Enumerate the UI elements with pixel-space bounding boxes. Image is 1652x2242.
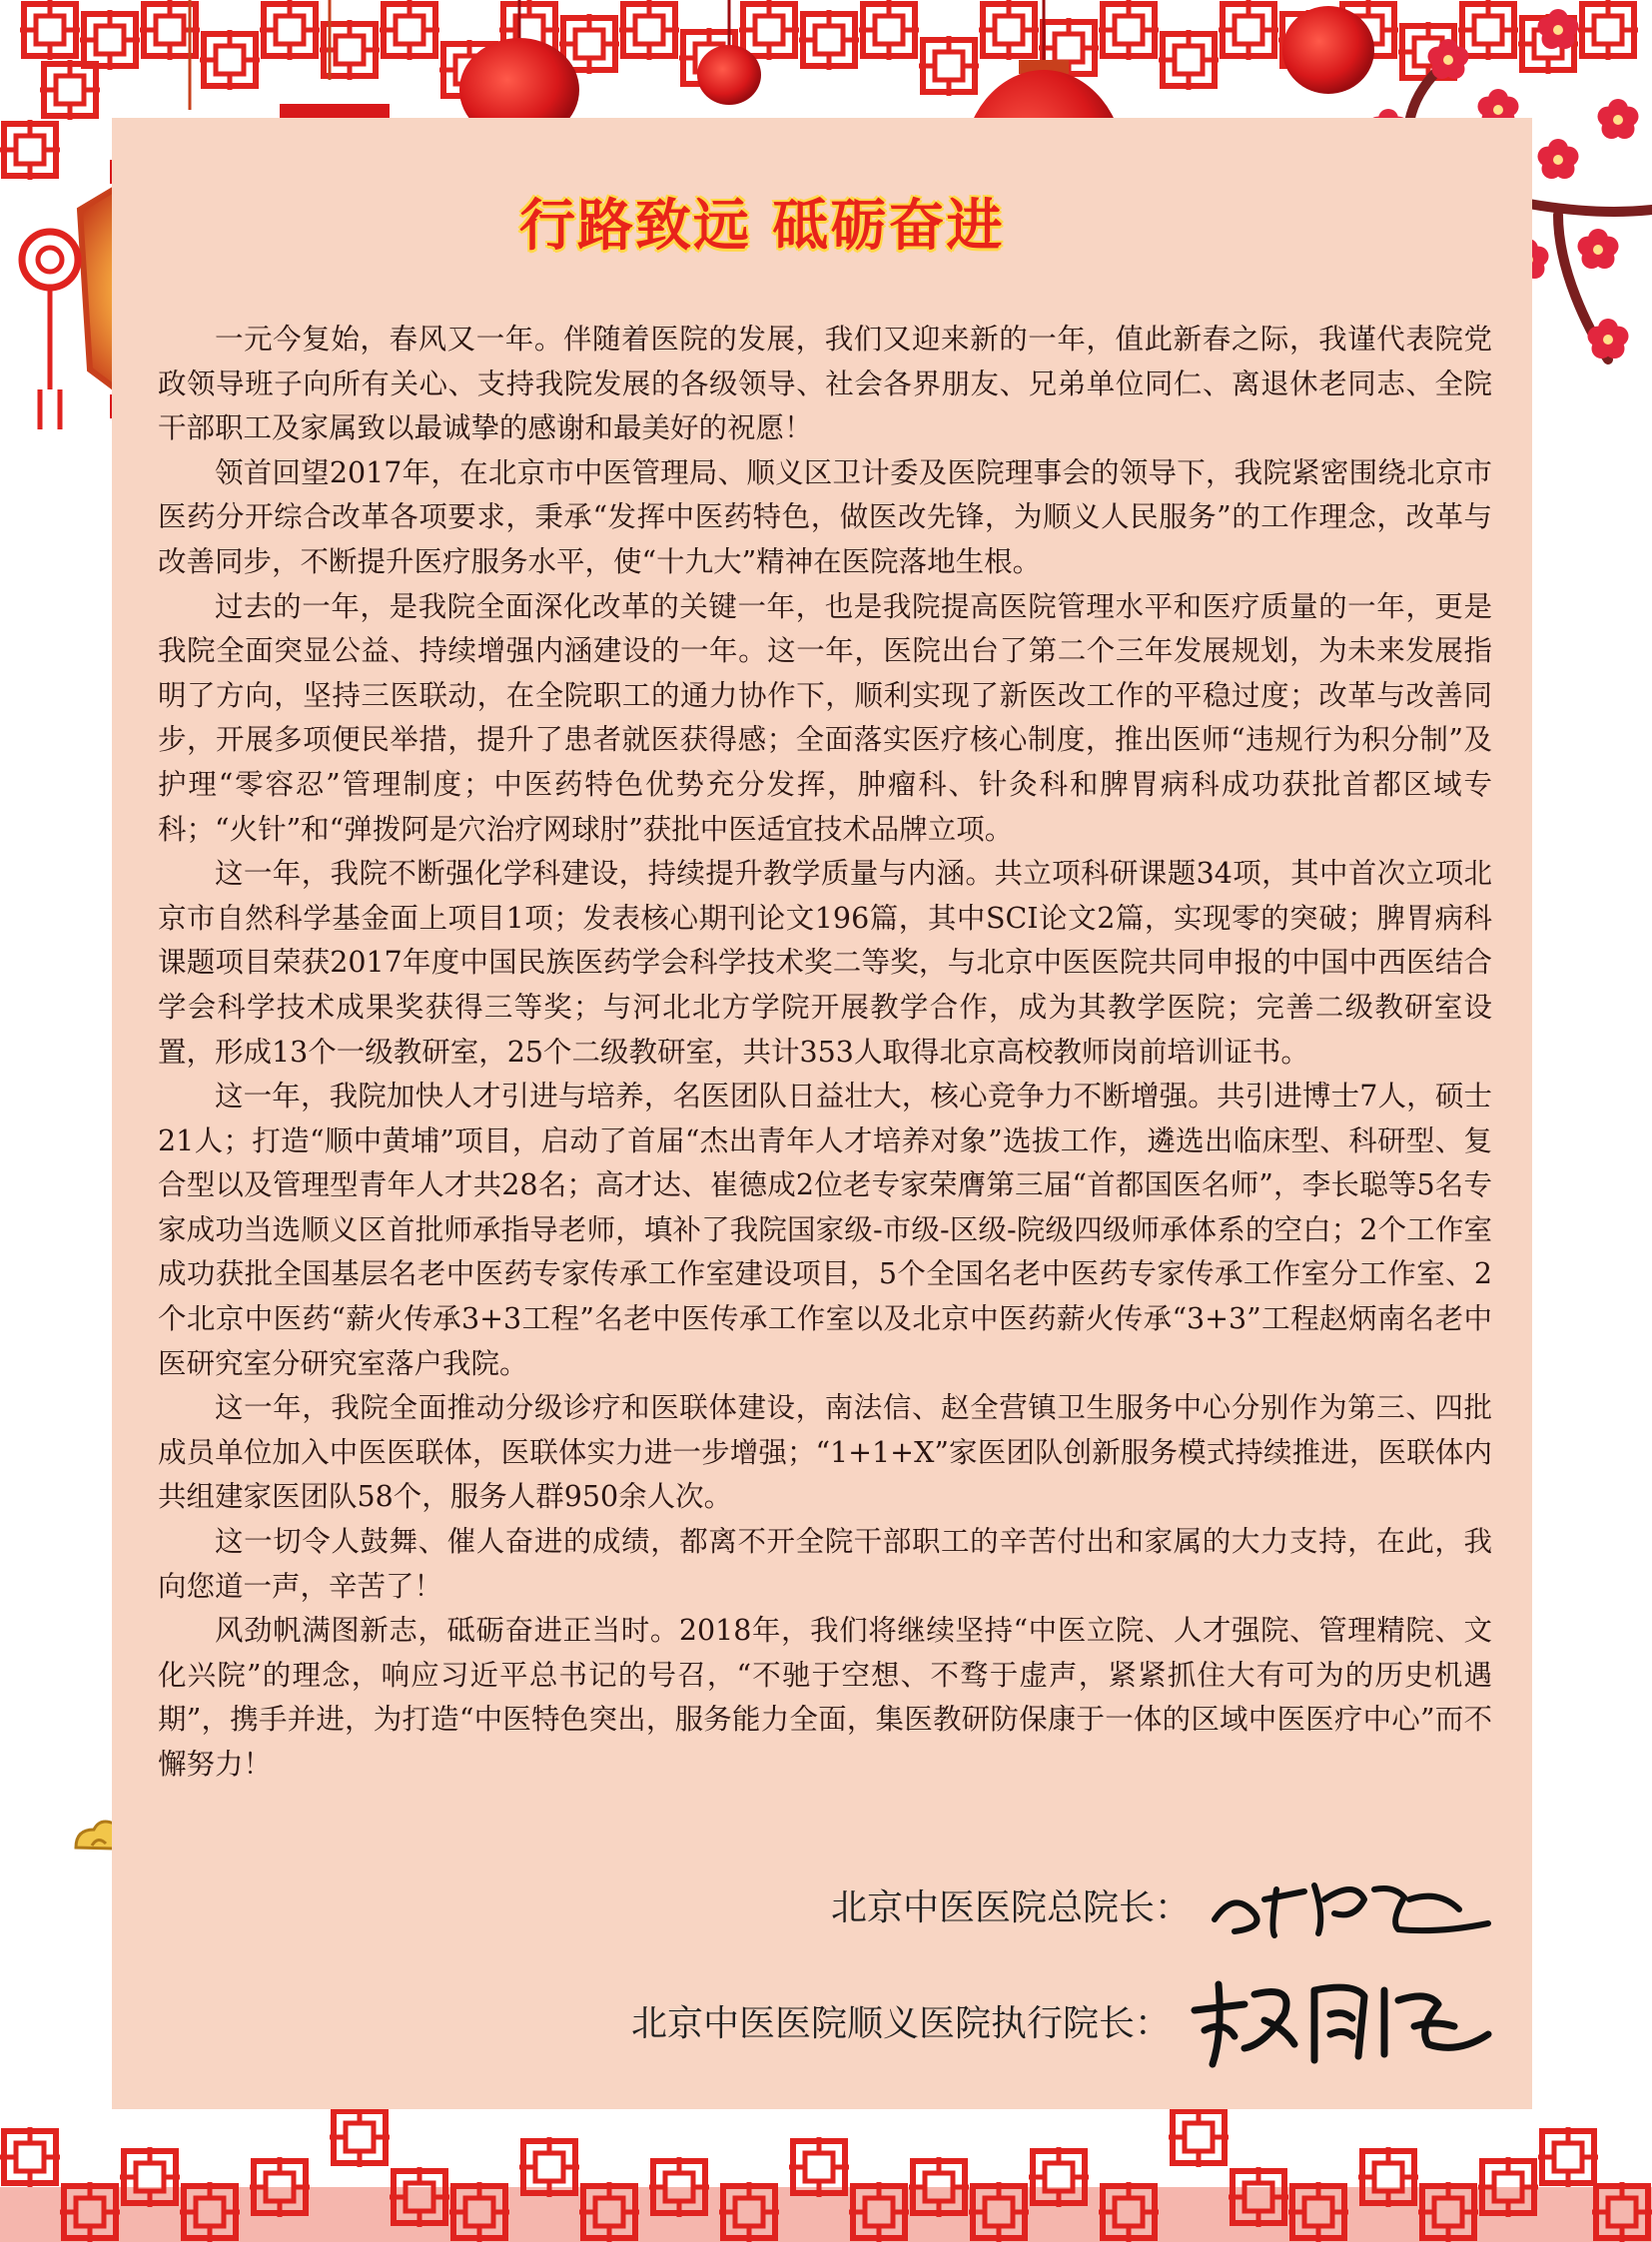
paragraph: 风劲帆满图新志，砥砺奋进正当时。2018年，我们将继续坚持“中医立院、人才强院、管理精院、文化兴院”的理念，响应习近平总书记的号召，“不驰于空想、不骛于虚声，紧紧抓住大有可为的历史机遇期”，携手并进，为打造“中医特色突出，服务能力全面，集医教研防保康于一体的区域中医医疗中心”而不懈努力！ [158, 1614, 1492, 1781]
handwritten-signature-icon [1185, 1970, 1504, 2070]
signature-title: 北京中医医院总院长： [830, 1886, 1191, 1928]
bottom-lattice-border-icon [0, 2107, 1652, 2242]
handwritten-signature-icon [1205, 1860, 1504, 1949]
paragraph: 这一年，我院加快人才引进与培养，名医团队日益壮大，核心竞争力不断增强。共引进博士7人，硕士21人；打造“顺中黄埔”项目，启动了首届“杰出青年人才培养对象”选拔工作，遴选出临床型、科研型、复合型以及管理型青年人才共28名；高才达、崔德成2位老专家荣膺第三届“首都国医名师”，李长聪等5名专家成功当选顺义区首批师承指导老师，填补了我院国家级-市级-区级-院级四级师承体系的空白；2个工作室成功获批全国基层名老中医药专家传承工作室建设项目，5个全国名老中医药专家传承工作室分工作室、2个北京中医药“薪火传承3+3工程”名老中医传承工作室以及北京中医药薪火传承“3+3”工程赵炳南名老中医研究室分研究室落户我院。 [158, 1080, 1492, 1380]
paragraph: 这一年，我院不断强化学科建设，持续提升教学质量与内涵。共立项科研课题34项，其中首次立项北京市自然科学基金面上项目1项；发表核心期刊论文196篇，其中SCI论文2篇，实现零的突破；脾胃病科课题项目荣获2017年度中国民族医药学会科学技术奖二等奖，与北京中医医院共同申报的中国中西医结合学会科学技术成果奖获得三等奖；与河北北方学院开展教学合作，成为其教学医院；完善二级教研室设置，形成13个一级教研室，25个二级教研室，共计353人取得北京高校教师岗前培训证书。 [158, 857, 1492, 1069]
chinese-knot-icon [22, 232, 78, 429]
paragraph: 一元今复始，春风又一年。伴随着医院的发展，我们又迎来新的一年，值此新春之际，我谨代表院党政领导班子向所有关心、支持我院发展的各级领导、社会各界朋友、兄弟单位同仁、离退休老同志、全院干部职工及家属致以最诚挚的感谢和最美好的祝愿！ [158, 323, 1492, 445]
signature-row-executive [631, 1975, 1504, 2065]
paragraph: 这一年，我院全面推动分级诊疗和医联体建设，南法信、赵全营镇卫生服务中心分别作为第三、四批成员单位加入中医医联体，医联体实力进一步增强；“1+1+X”家医团队创新服务模式持续推进，医联体内共组建家医团队58个，服务人群950余人次。 [158, 1391, 1492, 1514]
paragraph: 这一切令人鼓舞、催人奋进的成绩，都离不开全院干部职工的辛苦付出和家属的大力支持，在此，我向您道一声，辛苦了！ [158, 1525, 1492, 1603]
signature-title: 北京中医医院顺义医院执行院长： [630, 2002, 1171, 2044]
paragraph: 领首回望2017年，在北京市中医管理局、顺义区卫计委及医院理事会的领导下，我院紧密围绕北京市医药分开综合改革各项要求，秉承“发挥中医药特色，做医改先锋，为顺义人民服务”的工作理念，改革与改善同步，不断提升医疗服务水平，使“十九大”精神在医院落地生根。 [158, 455, 1492, 578]
paragraph: 过去的一年，是我院全面深化改革的关键一年，也是我院提高医院管理水平和医疗质量的一年，更是我院全面突显公益、持续增强内涵建设的一年。这一年，医院出台了第二个三年发展规划，为未来发展指明了方向，坚持三医联动，在全院职工的通力协作下，顺利实现了新医改工作的平稳过度；改革与改善同步，开展多项便民举措，提升了患者就医获得感；全面落实医疗核心制度，推出医师“违规行为积分制”及护理“零容忍”管理制度；中医药特色优势充分发挥，肿瘤科、针灸科和脾胃病科成功获批首都区域专科；“火针”和“弹拨阿是穴治疗网球肘”获批中医适宜技术品牌立项。 [158, 589, 1492, 846]
page-title: 行路致远 砥砺奋进 [519, 194, 1005, 259]
signature-row-president [831, 1860, 1504, 1949]
letter-body [158, 318, 1492, 1788]
